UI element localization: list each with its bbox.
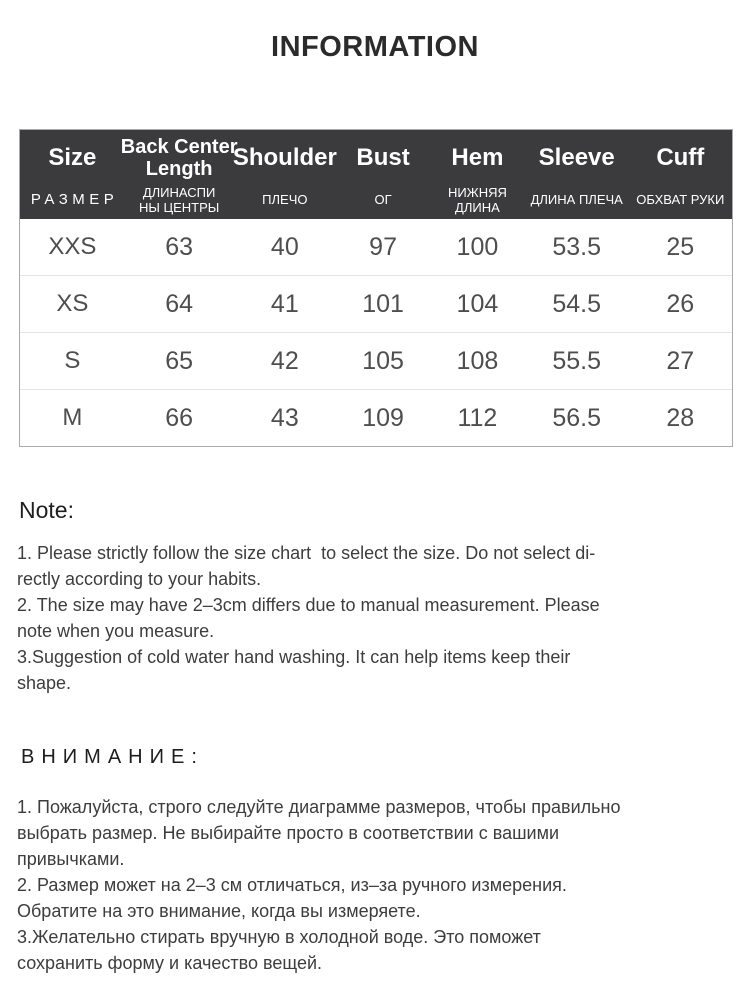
header-cell-size [20,130,125,219]
note-line: 2. The size may have 2–3cm differs due to manual measurement. Please [17,595,600,615]
header-cell-back-center-length [120,130,238,219]
value-cell: 108 [456,346,499,375]
header-ru-line: НЫ ЦЕНТРЫ [138,199,220,215]
header-en-line: Bust [356,144,410,171]
header-ru-line: ДЛИНАСПИ [142,184,216,200]
value-cell: 56.5 [552,403,602,432]
attention-line: Обратите на это внимание, когда вы измеряете. [17,901,421,921]
value-cell: 54.5 [552,289,602,318]
size-chart-header [20,130,732,219]
table-row-s [20,332,732,389]
value-cell: 109 [362,403,404,432]
attention-body [17,794,730,976]
value-cell: 25 [666,232,695,261]
header-ru-line: ПЛЕЧО [262,192,308,207]
size-cell: XXS [48,233,97,260]
header-en-line: Cuff [656,144,705,171]
header-label-en [233,133,337,183]
value-cell: 26 [666,289,695,318]
header-ru-line: ОБХВАТ РУКИ [636,192,725,207]
header-label-ru [31,183,118,217]
header-cell-sleeve [525,130,629,219]
value-cell: 41 [270,289,299,318]
header-en-line: Length [145,157,213,180]
page-title: INFORMATION [271,31,479,63]
header-label-en [539,133,615,183]
header-en-line: Back Center [120,135,238,158]
value-cell: 101 [362,289,404,318]
attention-heading: ВНИМАНИЕ: [21,746,204,768]
note-line: rectly according to your habits. [17,569,262,589]
value-cell: 40 [270,232,299,261]
attention-line: 3.Желательно стирать вручную в холодной воде. Это поможет [17,927,541,947]
table-row-xxs [20,219,732,275]
header-ru-line: НИЖНЯЯ [447,184,507,200]
value-cell: 100 [456,232,499,261]
value-cell: 28 [666,403,695,432]
attention-line: 2. Размер может на 2–3 см отличаться, из–за ручного измерения. [17,875,567,895]
header-label-ru [139,183,219,217]
attention-line: выбрать размер. Не выбирайте просто в соответствии с вашими [17,823,560,843]
header-label-ru [448,183,507,217]
value-cell: 53.5 [552,232,602,261]
note-line: 1. Please strictly follow the size chart to select the size. Do not select di- [17,543,596,563]
note-heading: Note: [19,497,74,523]
header-en-line: Shoulder [232,144,337,171]
value-cell: 63 [165,232,194,261]
value-cell: 66 [165,403,194,432]
attention-section [0,742,750,976]
note-line: 3.Suggestion of cold water hand washing. It can help items keep their [17,647,571,667]
value-cell: 27 [666,346,695,375]
value-cell: 97 [369,232,397,261]
value-cell: 55.5 [552,346,602,375]
header-en-line: Hem [451,144,504,171]
header-ru-line: ОГ [374,192,392,207]
value-cell: 112 [457,403,498,432]
value-cell: 104 [456,289,499,318]
value-cell: 105 [362,346,404,375]
note-body [17,540,730,696]
header-label-ru [531,183,623,217]
header-label-ru [375,183,392,217]
note-line: shape. [17,673,72,693]
header-label-en [451,133,503,183]
header-label-en [356,133,409,183]
header-label-ru [262,183,307,217]
header-label-en [48,133,96,183]
header-cell-bust [336,130,430,219]
value-cell: 64 [165,289,194,318]
attention-line: привычками. [17,849,125,869]
value-cell: 42 [270,346,299,375]
value-cell: 43 [270,403,299,432]
header-cell-shoulder [234,130,337,219]
size-chart-table [19,129,733,447]
size-cell: S [64,347,81,374]
attention-line: 1. Пожалуйста, строго следуйте диаграмме размеров, чтобы правильно [17,797,621,817]
value-cell: 65 [165,346,194,375]
header-cell-hem [430,130,525,219]
attention-line: сохранить форму и качество вещей. [17,953,323,973]
header-label-ru [636,183,724,217]
table-row-m [20,389,732,446]
size-cell: M [62,404,83,431]
header-label-en [656,133,704,183]
table-row-xs [20,275,732,332]
header-ru-line: РАЗМЕР [30,191,119,208]
header-ru-line: ДЛИНА ПЛЕЧА [530,192,623,207]
header-cell-cuff [629,130,732,219]
header-ru-line: ДЛИНА [455,199,500,215]
note-section [0,495,750,696]
size-cell: XS [56,290,89,317]
note-line: note when you measure. [17,621,215,641]
header-label-en [121,133,238,183]
header-en-line: Sleeve [538,144,615,171]
header-en-line: Size [48,144,97,171]
